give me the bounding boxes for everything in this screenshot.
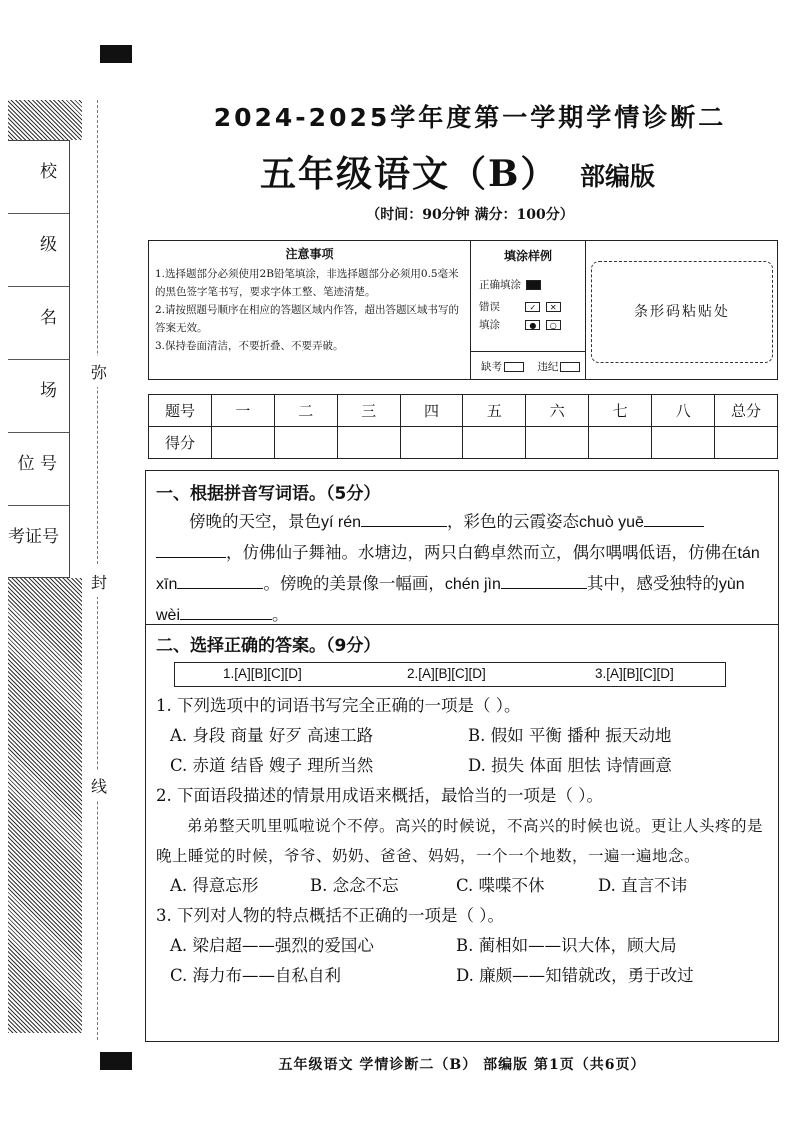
option-3a[interactable]: A. 梁启超——强烈的爱国心 (170, 936, 374, 955)
question-3-options-row2 (156, 961, 768, 991)
answer-card-1[interactable]: 1.[A][B][C][D] (223, 666, 302, 681)
cross-box-icon: ✕ (546, 302, 561, 312)
edition-label: 部编版 (580, 162, 656, 191)
score-cell[interactable] (652, 427, 715, 459)
notice-box (148, 240, 778, 380)
answer-card-2[interactable]: 2.[A][B][C][D] (407, 666, 486, 681)
answer-blank[interactable] (177, 571, 263, 589)
score-cell[interactable] (589, 427, 652, 459)
answer-blank[interactable] (644, 509, 704, 527)
info-field-seat[interactable]: 位 号 (8, 433, 69, 506)
subject-title: 五年级语文（B） (260, 153, 559, 195)
score-row-label: 得分 (149, 427, 212, 459)
dot-box-icon: ● (525, 320, 540, 330)
fill-sample (471, 241, 586, 379)
filled-box-icon (526, 280, 541, 290)
score-header-cell: 六 (526, 395, 589, 427)
score-header-cell: 四 (400, 395, 463, 427)
option-1c[interactable]: C. 赤道 结昏 嫂子 理所当然 (170, 756, 374, 775)
page-footer: 五年级语文 学情诊断二（B） 部编版 第1页（共6页） (278, 1057, 646, 1073)
option-2d[interactable]: D. 直言不讳 (598, 876, 688, 895)
notice-heading: 注意事项 (285, 247, 334, 261)
question-2-passage: 弟弟整天叽里呱啦说个不停。高兴的时候说，不高兴的时候也说。更让人头疼的是晚上睡觉的时候，爷爷、奶奶、爸爸、妈妈，一个一个地数，一遍一遍地念。 (156, 817, 764, 865)
notice-item-1: 1.选择题部分必须使用2B铅笔填涂，非选择题部分必须用0.5毫米的黑色签字笔书写，要求字体工整、笔迹清楚。 (155, 268, 459, 298)
option-2a[interactable]: A. 得意忘形 (170, 876, 259, 895)
info-field-class[interactable]: 级 (8, 214, 69, 287)
option-1b[interactable]: B. 假如 平衡 播种 振天动地 (468, 726, 672, 745)
section-1 (146, 471, 778, 625)
score-value-row (149, 427, 778, 459)
score-header-cell: 七 (589, 395, 652, 427)
absent-violation-row: 缺考 违纪 (471, 351, 585, 379)
score-header-cell: 八 (652, 395, 715, 427)
section-2-title: 二、选择正确的答案。（9分） (156, 636, 381, 656)
score-table (148, 394, 778, 459)
score-header-cell: 总分 (715, 395, 778, 427)
score-header-cell: 题号 (149, 395, 212, 427)
question-3: 3. 下列对人物的特点概括不正确的一项是（ ）。 (156, 906, 504, 925)
info-field-room[interactable]: 场 (8, 360, 69, 433)
score-cell[interactable] (400, 427, 463, 459)
question-1-options-row2 (156, 751, 768, 781)
score-header-cell: 一 (211, 395, 274, 427)
question-2: 2. 下面语段描述的情景用成语来概括，最恰当的一项是（ ）。 (156, 786, 603, 805)
student-info-column (8, 140, 70, 578)
score-cell[interactable] (211, 427, 274, 459)
fill-wrong-row-1: 错误 ✓ ✕ (479, 299, 561, 314)
score-header-cell: 五 (463, 395, 526, 427)
option-1a[interactable]: A. 身段 商量 好歹 高速工路 (170, 726, 374, 745)
hatch-pattern-top (8, 100, 82, 140)
option-2b[interactable]: B. 念念不忘 (310, 876, 399, 895)
answer-card-3[interactable]: 3.[A][B][C][D] (595, 666, 674, 681)
seal-char-feng: 封 (91, 566, 107, 597)
exam-meta: （时间：90分钟 满分：100分） (366, 207, 574, 223)
absent-checkbox[interactable] (504, 362, 524, 372)
hatch-pattern-bottom (8, 578, 82, 1033)
score-header-cell: 二 (274, 395, 337, 427)
alignment-mark-bottom (100, 1052, 132, 1070)
score-cell[interactable] (526, 427, 589, 459)
section-2 (146, 627, 778, 995)
seal-char-xian: 线 (91, 770, 107, 801)
answer-blank[interactable] (156, 540, 226, 558)
answer-blank[interactable] (180, 602, 272, 620)
fill-wrong-row-2: 填涂 ● ○ (479, 317, 561, 332)
check-box-icon: ✓ (525, 302, 540, 312)
question-1: 1. 下列选项中的词语书写完全正确的一项是（ ）。 (156, 696, 521, 715)
alignment-mark-top (100, 45, 132, 63)
answer-card-strip (174, 662, 726, 687)
question-1-options-row1 (156, 721, 768, 751)
notice-item-3: 3.保持卷面清洁，不要折叠、不要弄破。 (155, 340, 344, 352)
seal-char-mi: 弥 (91, 356, 107, 387)
option-1d[interactable]: D. 损失 体面 胆怯 诗情画意 (468, 756, 672, 775)
score-cell[interactable] (274, 427, 337, 459)
score-cell[interactable] (715, 427, 778, 459)
score-cell[interactable] (463, 427, 526, 459)
info-field-school[interactable]: 校 (8, 141, 69, 214)
option-3b[interactable]: B. 蔺相如——识大体，顾大局 (456, 936, 677, 955)
question-3-options-row1 (156, 931, 768, 961)
score-header-cell: 三 (337, 395, 400, 427)
answer-blank[interactable] (501, 571, 587, 589)
exam-title: 2024-2025学年度第一学期学情诊断二 (213, 103, 727, 132)
circle-box-icon: ○ (546, 320, 561, 330)
option-3d[interactable]: D. 廉颇——知错就改，勇于改过 (456, 966, 694, 985)
info-field-exam-id[interactable]: 考证号 (8, 527, 59, 547)
notice-item-2: 2.请按照题号顺序在相应的答题区域内作答，超出答题区域书写的答案无效。 (155, 304, 460, 334)
barcode-area: 条形码粘贴处 (591, 261, 773, 363)
fill-heading: 填涂样例 (503, 249, 552, 263)
notice-instructions (149, 241, 471, 379)
info-field-name[interactable]: 名 (8, 287, 69, 360)
section-1-title: 一、根据拼音写词语。（5分） (156, 484, 381, 504)
option-3c[interactable]: C. 海力布——自私自利 (170, 966, 342, 985)
fill-correct-row: 正确填涂 (479, 277, 541, 292)
question-2-options (156, 871, 768, 901)
score-header-row (149, 395, 778, 427)
score-cell[interactable] (337, 427, 400, 459)
option-2c[interactable]: C. 喋喋不休 (456, 876, 545, 895)
violation-checkbox[interactable] (560, 362, 580, 372)
pinyin-paragraph: 傍晚的天空，景色yí rén ，彩色的云霞姿态chuò yuē，仿佛仙子舞袖。水塘边，两只白鹤卓然而立，偶尔喁喁低语，仿佛在tán xīn 。傍晚的美景像一幅画，chén jìn 其中，感受独特的yùn wèi 。 (156, 507, 768, 631)
answer-area (145, 470, 779, 1042)
answer-blank[interactable] (361, 509, 447, 527)
